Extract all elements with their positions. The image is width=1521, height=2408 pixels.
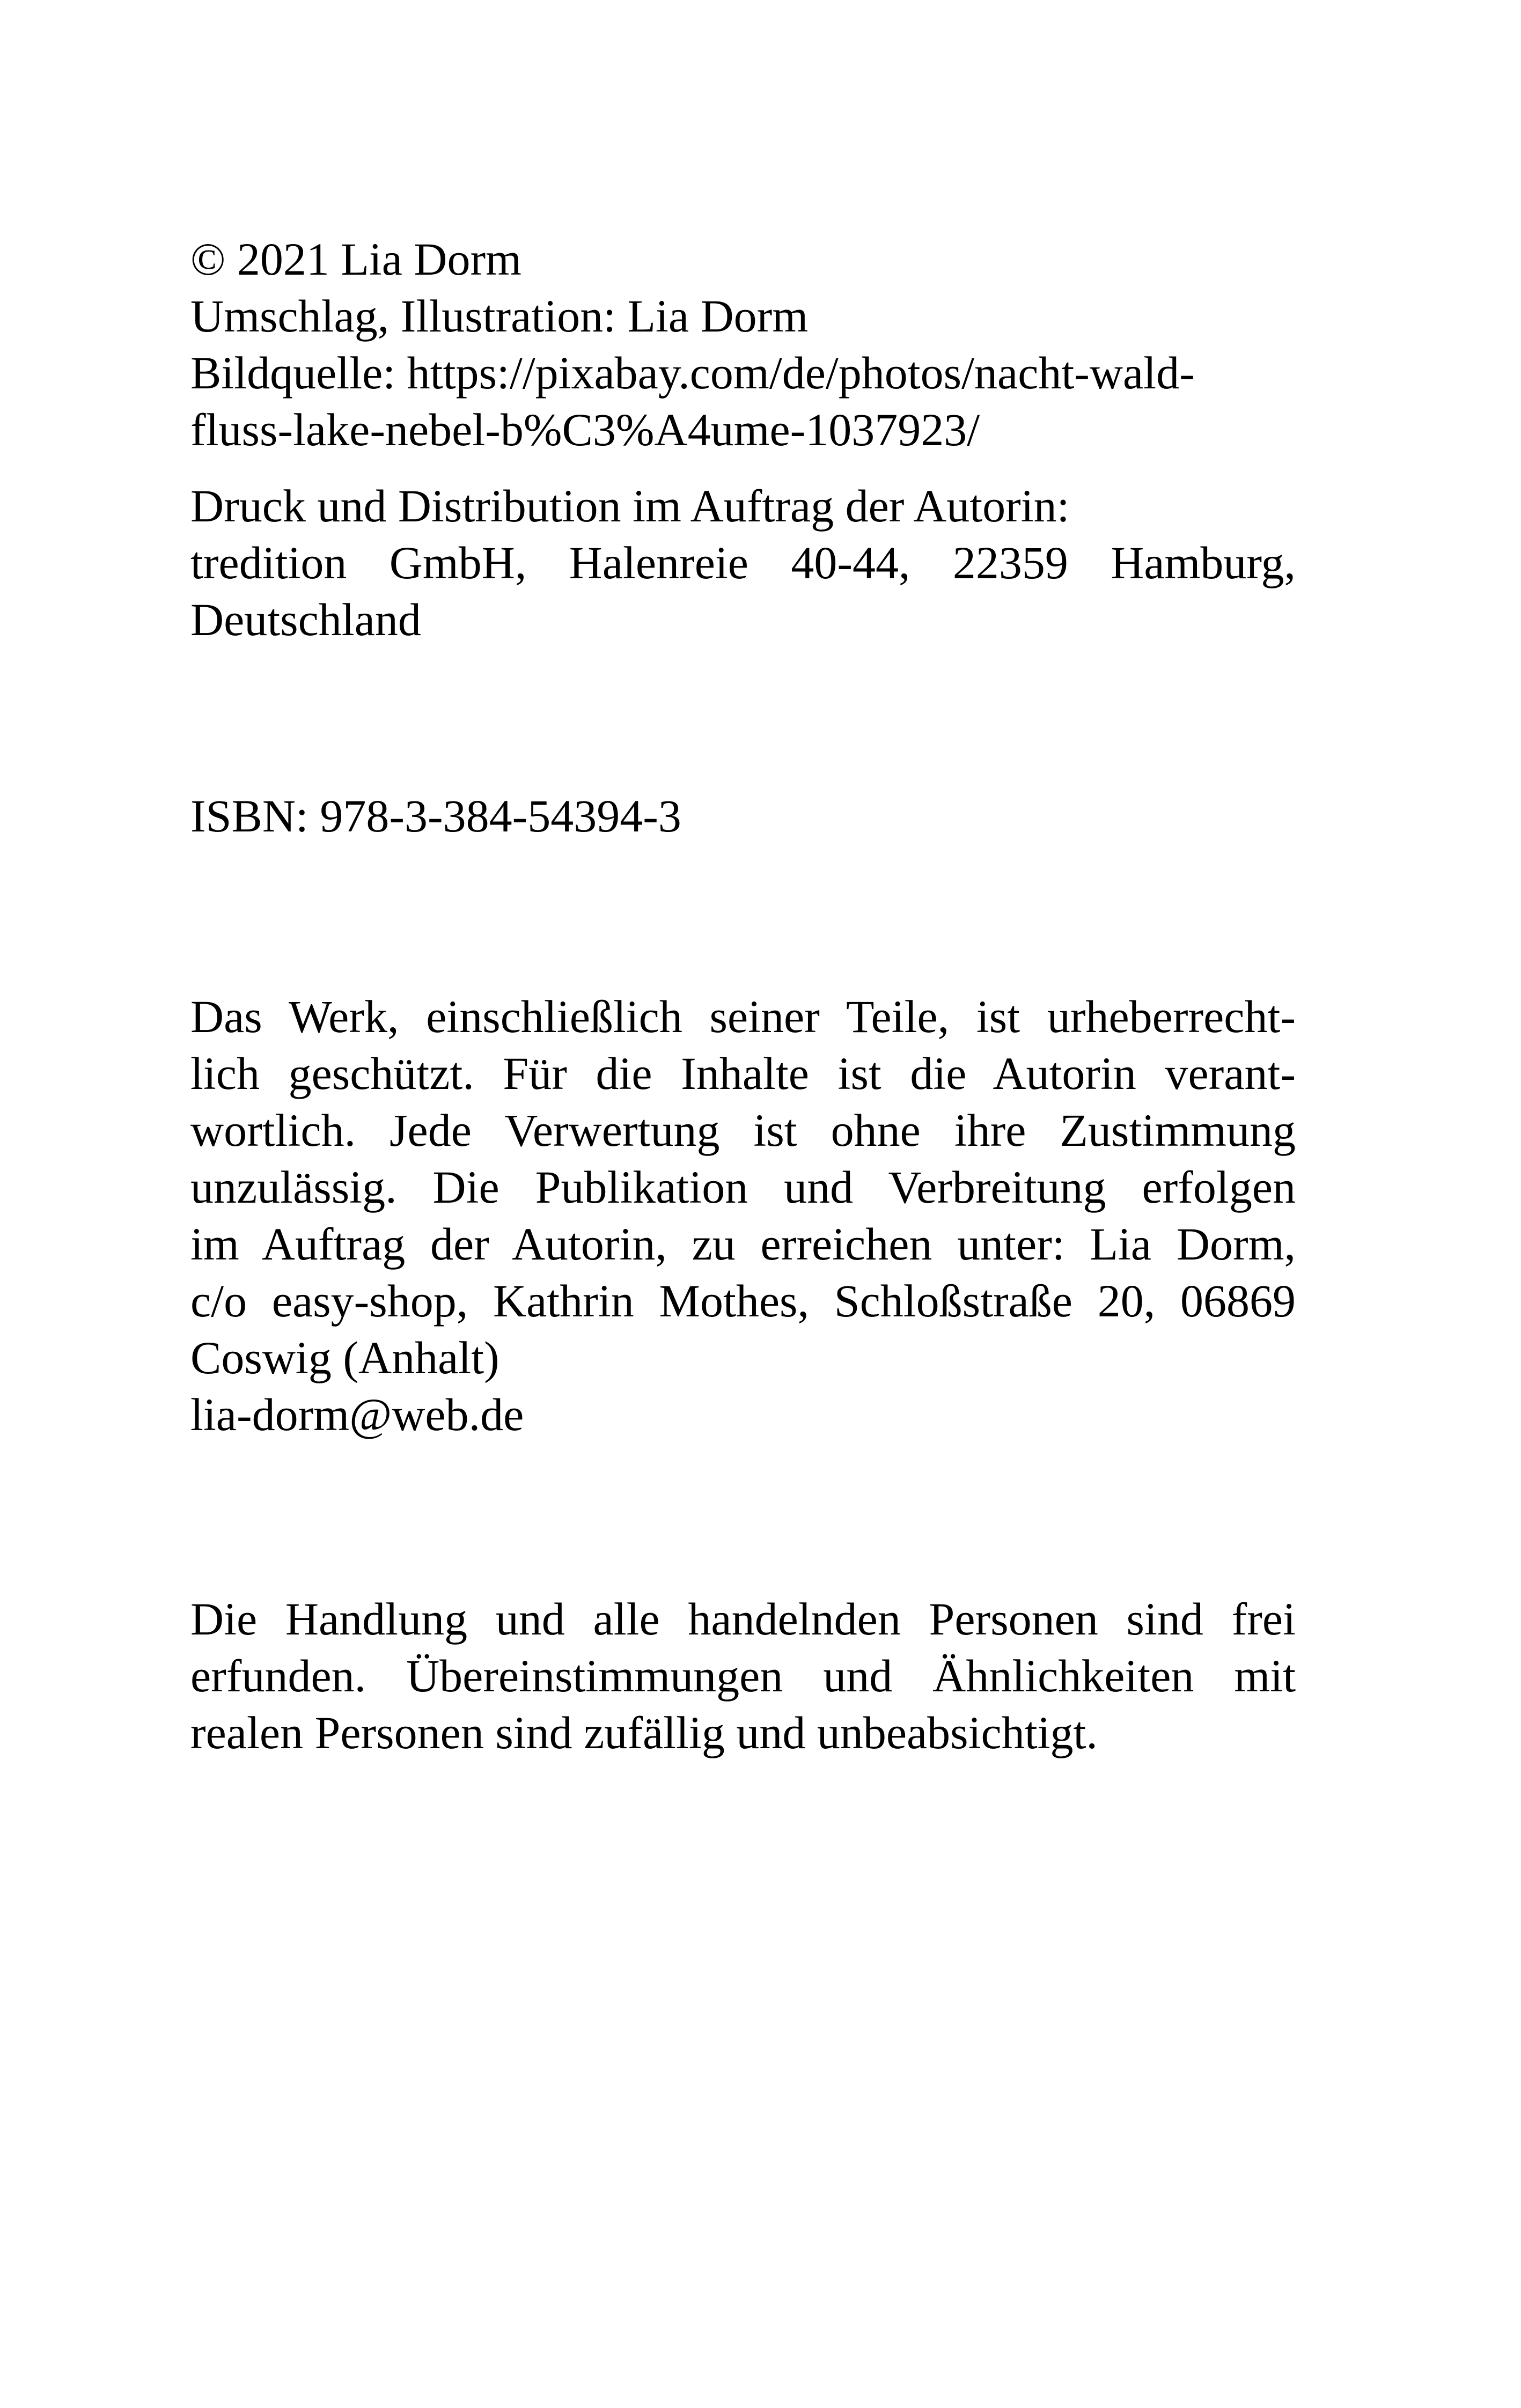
cover-credit-line: Umschlag, Illustration: Lia Dorm xyxy=(190,290,809,342)
copyright-line: © 2021 Lia Dorm xyxy=(190,233,522,285)
disclaimer-line-2: erfunden. Übereinstimmungen und Ähnlichkeiten mit xyxy=(190,1650,1296,1702)
disclaimer-line-3: realen Personen sind zufällig und unbeabsichtigt. xyxy=(190,1707,1098,1758)
disclaimer-line-1: Die Handlung und alle handelnden Personen sind frei xyxy=(190,1593,1296,1645)
printing-line-3: Deutschland xyxy=(190,594,421,645)
rights-line-6: c/o easy-shop, Kathrin Mothes, Schloßstraße 20, 06869 xyxy=(190,1275,1296,1327)
printing-block xyxy=(190,477,1296,648)
image-source-line-2: fluss-lake-nebel-b%C3%A4ume-1037923/ xyxy=(190,404,980,455)
imprint-page xyxy=(190,231,1296,1761)
rights-block xyxy=(190,988,1296,1443)
isbn-block xyxy=(190,787,1296,844)
printing-line-1: Druck und Distribution im Auftrag der Autorin: xyxy=(190,480,1070,532)
rights-line-4: unzulässig. Die Publikation und Verbreitung erfolgen xyxy=(190,1161,1296,1213)
rights-line-1: Das Werk, einschließlich seiner Teile, ist urheberrecht- xyxy=(190,991,1296,1042)
rights-line-7: Coswig (Anhalt) xyxy=(190,1332,499,1383)
printing-line-2: tredition GmbH, Halenreie 40-44, 22359 Hamburg, xyxy=(190,537,1296,588)
contact-email: lia-dorm@web.de xyxy=(190,1389,524,1440)
disclaimer-block xyxy=(190,1590,1296,1761)
copyright-block xyxy=(190,231,1296,458)
rights-line-2: lich geschützt. Für die Inhalte ist die Autorin verant- xyxy=(190,1048,1296,1099)
image-source-line-1: Bildquelle: https://pixabay.com/de/photos/nacht-wald- xyxy=(190,347,1195,399)
rights-line-5: im Auftrag der Autorin, zu erreichen unter: Lia Dorm, xyxy=(190,1218,1296,1270)
rights-line-3: wortlich. Jede Verwertung ist ohne ihre Zustimmung xyxy=(190,1104,1296,1156)
isbn-line: ISBN: 978-3-384-54394-3 xyxy=(190,790,681,842)
